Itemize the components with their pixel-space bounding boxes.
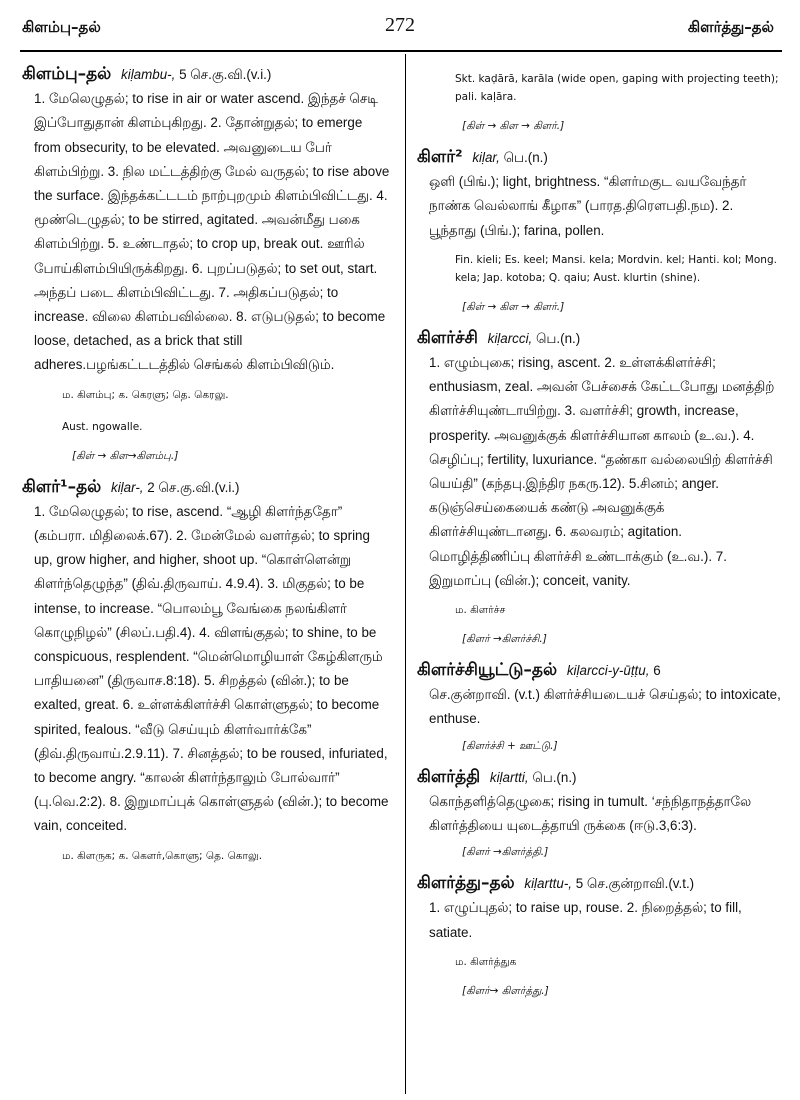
cognate-line: ம. கிளருக; க. கெளர்,கொளு; தெ. கொலு. — [62, 849, 263, 862]
entry-transliteration: kiḷarttu-, — [524, 876, 573, 892]
cognate-line: Aust. ngowalle. — [62, 420, 143, 433]
cognate-line: ம. கிளர்ச்ச — [455, 604, 506, 617]
etymology: [கிளர்→ கிளர்த்து.] — [462, 984, 549, 997]
entry-headword: கிளர்² — [417, 147, 463, 167]
page-header — [0, 0, 800, 48]
entry-definition: 1. மேலெழுதல்; to rise in air or water ascend. இந்தச் செடி இப்போதுதான் கிளம்புகிறது. 2. தோன்றுதல்; to emerge from obsecurity, to be elevated. அவனுடைய பேர் கிளம்பிற்று. 3. நில மட்டத்திற்கு மேல் வருதல்; to rise above the surface. இந்தக்கட்டடம் நாற்புறமும் கிளம்பிவிட்டது. 4. மூண்டெழுதல்; to be stirred, agitated. அவன்மீது பகை கிளம்பிற்று. 5. உண்டாதல்; to crop up, break out. ஊரில் போய்கிளம்பியிருக்கிறது. 6. புறப்படுதல்; to set out, start. அந்தப் படை கிளம்பிவிட்டது. 7. அதிகப்படுதல்; to increase. விலை கிளம்பவில்லை. 8. எடுபடுதல்; to become loose, detached, as a brick that still adheres.பழங்கட்டடத்தில் செங்கல் கிளம்பிவிடும். — [34, 91, 390, 373]
entry-definition: 1. எழுப்புதல்; to raise up, rouse. 2. நிறைத்தல்; to fill, satiate. — [429, 900, 742, 940]
entry-transliteration: kiḷarcci, — [487, 330, 533, 346]
entry-definition: 1. எழும்புகை; rising, ascent. 2. உள்ளக்கிளர்ச்சி; enthusiasm, zeal. அவன் பேச்சைக் கேட்டபோது மனத்திற் கிளர்ச்சியுண்டாயிற்று. 3. வளர்ச்சி; growth, increase, prosperity. அவனுக்குக் கிளர்ச்சியான காலம் (உ.வ.). 4. செழிப்பு; fertility, luxuriance. “தண்கா வல்லையிற் கிளர்ச்சி யெய்தி” (கந்தபு.இந்திர நகரு.12). 5.சினம்; anger. கடுஞ்செய்கையைக் கண்டு அவனுக்குக் கிளர்ச்சியுண்டானது. 6. கலவரம்; agitation. மொழித்திணிப்பு கிளர்ச்சி உண்டாக்கும் (உ.வ.). 7. இறுமாப்பு (வின்.); conceit, vanity. — [429, 355, 775, 588]
dictionary-entry — [417, 658, 782, 732]
entry-headword: கிளர்ச்சி — [417, 327, 478, 348]
cognates-block — [455, 953, 782, 971]
entry-grammar: 5 செ.கு.வி.(v.i.) — [179, 67, 272, 82]
entry-grammar: பெ.(n.) — [532, 769, 577, 785]
etymology: [கிளர் →கிளர்த்தி.] — [462, 846, 549, 859]
entry-grammar: 2 செ.கு.வி.(v.i.) — [147, 479, 240, 495]
right-column — [417, 62, 782, 1010]
dictionary-entry — [417, 145, 782, 243]
cognates-block — [455, 251, 782, 287]
etymology: [கிள் → கிள→கிளம்பு.] — [72, 449, 179, 462]
cognate-line: Fin. kieli; Es. keel; Mansi. kela; Mordvin. kel; Hanti. kol; Mong. kela; Jap. kotoba; Q. qaiu; Aust. klurtin (shine). — [455, 253, 777, 284]
entry-grammar: பெ.(n.) — [503, 150, 548, 165]
entry-transliteration: kiḷar-, — [111, 479, 144, 495]
etymology: [கிள் → கிள → கிளர்.] — [462, 120, 565, 132]
dictionary-entry — [417, 765, 782, 839]
entry-headword: கிளம்பு–தல் — [22, 64, 112, 84]
cognate-line: ம. கிளர்த்துக — [455, 955, 517, 968]
entry-transliteration: kiḷarcci-y-ūṭṭu, — [566, 663, 650, 679]
entry-headword: கிளர்ச்சியூட்டு–தல் — [417, 660, 558, 681]
header-left-guideword: கிளம்பு–தல் — [22, 18, 101, 36]
entry-transliteration: kiḷartti, — [489, 769, 529, 785]
dictionary-entry — [22, 475, 392, 839]
entry-headword: கிளர்த்தி — [417, 766, 481, 787]
dictionary-entry — [417, 326, 782, 593]
entry-transliteration: kiḷambu-, — [121, 67, 176, 82]
entry-definition: ஒளி (பிங்.); light, brightness. “கிளர்மகுட வயவேந்தர் நாண்க வெல்லாங் கீழாக” (பாரத.திரௌபதி.நம). 2. பூந்தாது (பிங்.); farina, pollen. — [429, 174, 747, 238]
etymology: [கிளர்ச்சி + ஊட்டு.] — [462, 739, 558, 752]
etymology: [கிள் → கிள → கிளர்.] — [462, 300, 565, 313]
entry-definition: செ.குன்றாவி. (v.t.) கிளர்ச்சியடையச் செய்தல்; to intoxicate, enthuse. — [429, 687, 781, 727]
left-column — [22, 62, 392, 879]
entry-headword: கிளர்த்து–தல் — [417, 873, 515, 894]
dictionary-entry — [22, 62, 392, 378]
entry-transliteration: kiḷar, — [472, 150, 500, 165]
cognates-block — [62, 386, 392, 436]
etymology: [கிளர் →கிளர்ச்சி.] — [462, 633, 547, 646]
cognates-block — [62, 847, 392, 865]
column-divider — [405, 54, 406, 1094]
header-rule — [20, 50, 782, 52]
page-number: 272 — [385, 14, 415, 36]
entry-grammar: 5 செ.குன்றாவி.(v.t.) — [575, 876, 695, 892]
header-right-guideword: கிளர்த்து–தல் — [687, 18, 774, 36]
entry-headword: கிளர்¹–தல் — [22, 476, 102, 497]
cognates-block — [455, 601, 782, 619]
cognates-block — [455, 70, 782, 106]
entry-definition: 1. மேலெழுதல்; to rise, ascend. “ஆழி கிளர்ந்ததோ” (கம்பரா. மிதிலைக்.67). 2. மேன்மேல் வளர்தல்; to spring up, grow higher, and higher, shoot up. “கொள்ளென்று கிளர்ந்தெழுந்த” (திவ்.திருவாய். 4.9.4). 3. மிகுதல்; to be intense, to increase. “பொலம்பூ வேங்கை நலங்கிளர் கொழுநிழல்” (சிலப்.பதி.4). 4. விளங்குதல்; to shine, to be conspicuous, resplendent. “மென்மொழியாள் கேழ்கிளரும் பாதியனை” (திருவாச.8:18). 5. சிறத்தல் (வின்.); to be exalted, great. 6. உள்ளக்கிளர்ச்சி கொள்ளுதல்; to become spirited, fealous. “வீடு செய்யும் கிளர்வார்க்கே” (திவ்.திருவாய்.2.9.11). 7. சினத்தல்; to be roused, infuriated, to become angry. “காலன் கிளர்ந்தாலும் போல்வார்” (பு.வெ.2:2). 8. இறுமாப்புக் கொள்ளுதல் (வின்.); to become vain, conceited. — [34, 503, 389, 834]
cognate-line: ம. கிளம்பு; க. கெரளு; தெ. கெரலு. — [62, 388, 229, 401]
entry-grammar: பெ.(n.) — [536, 330, 581, 346]
entry-grammar: 6 — [653, 663, 661, 679]
dictionary-entry — [417, 871, 782, 945]
entry-definition: கொந்தளித்தெழுகை; rising in tumult. ‘சந்நிதாநத்தாலே கிளர்த்தியை யுடைத்தாயி ருக்கை (ஈடு.3,6:3). — [429, 793, 752, 834]
cognate-line: Skt. kaḍārā, karāla (wide open, gaping with projecting teeth); pali. kaḷāra. — [455, 73, 779, 103]
